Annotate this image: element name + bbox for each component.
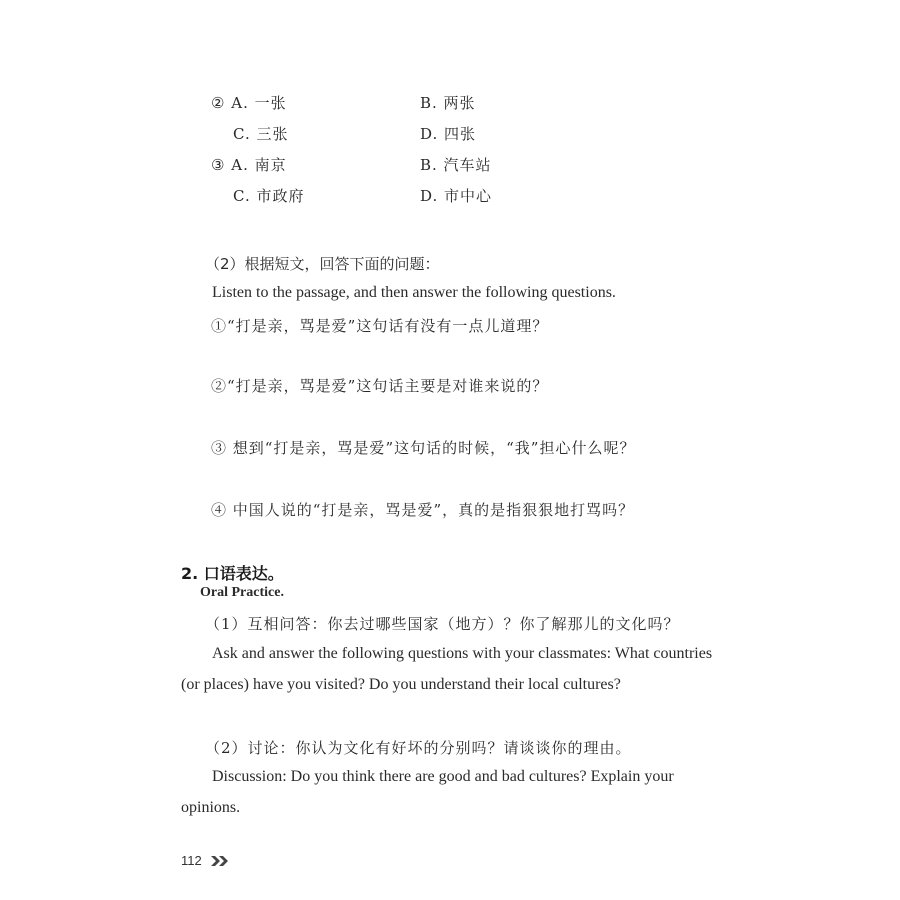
choice-q3-b: B. 汽车站 <box>420 156 492 174</box>
oral-item1-cn: （1）互相问答：你去过哪些国家（地方）？你了解那儿的文化吗？ <box>205 615 680 633</box>
page-footer <box>181 850 229 870</box>
oral-subheading: Oral Practice. <box>200 585 284 600</box>
part2-question-2: ②“打是亲，骂是爱”这句话主要是对谁来说的？ <box>211 377 549 395</box>
oral-item2-en-line1: Discussion: Do you think there are good and bad cultures? Explain your <box>212 768 674 785</box>
part2-question-4: ④ 中国人说的“打是亲，骂是爱”，真的是指狠狠地打骂吗？ <box>211 501 635 519</box>
oral-item2-en-line2: opinions. <box>181 799 241 816</box>
choice-q3-d: D. 市中心 <box>420 187 493 205</box>
oral-item1-en-line2: (or places) have you visited? Do you understand their local cultures? <box>181 676 621 693</box>
choice-q2-a-text: A. 一张 <box>231 94 287 112</box>
part2-instruction: Listen to the passage, and then answer the following questions. <box>212 284 616 301</box>
part2-question-1: ①“打是亲，骂是爱”这句话有没有一点儿道理？ <box>211 317 549 335</box>
oral-heading: 2. 口语表达。 <box>181 564 284 583</box>
choice-q3-c: C. 市政府 <box>233 187 305 205</box>
oral-item2-cn: （2）讨论：你认为文化有好坏的分别吗？请谈谈你的理由。 <box>205 739 632 757</box>
choice-q2-b: B. 两张 <box>420 94 476 112</box>
choice-q3-num: ③ <box>211 156 226 174</box>
oral-item1-en-line1: Ask and answer the following questions with your classmates: What countries <box>212 645 713 662</box>
choice-q2-c: C. 三张 <box>233 125 289 143</box>
double-chevron-right-icon <box>211 851 229 870</box>
choice-q2-a <box>211 92 287 113</box>
choice-q3-a-text: A. 南京 <box>231 156 287 174</box>
page-number: 112 <box>181 853 202 868</box>
choice-q2-d: D. 四张 <box>420 125 477 143</box>
part2-label: （2）根据短文，回答下面的问题： <box>205 255 440 273</box>
part2-question-3: ③ 想到“打是亲，骂是爱”这句话的时候，“我”担心什么呢？ <box>211 439 636 457</box>
choice-q3-a <box>211 154 287 175</box>
choice-q2-num: ② <box>211 94 226 112</box>
